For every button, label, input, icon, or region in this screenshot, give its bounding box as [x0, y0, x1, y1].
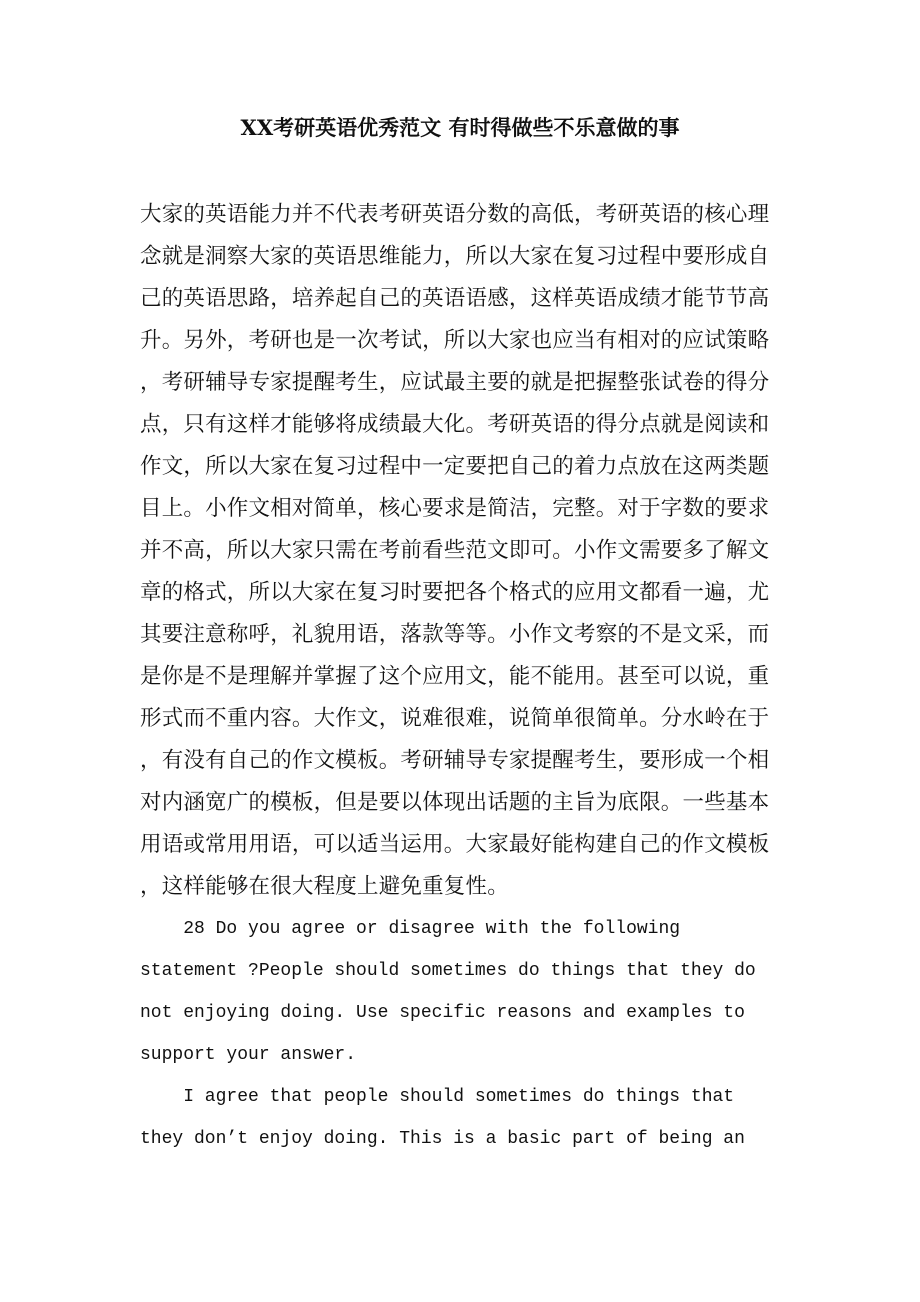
text-line: statement ?People should sometimes do things that they do	[140, 961, 756, 981]
text-line: 用语或常用用语，可以适当运用。大家最好能构建自己的作文模板	[140, 832, 770, 857]
text-line: ，这样能够在很大程度上避免重复性。	[140, 874, 509, 899]
question-paragraph	[140, 908, 780, 1076]
text-line: I agree that people should sometimes do things that	[140, 1087, 735, 1107]
text-line: 点，只有这样才能够将成绩最大化。考研英语的得分点就是阅读和	[140, 412, 770, 437]
text-line: 目上。小作文相对简单，核心要求是简洁，完整。对于字数的要求	[140, 496, 770, 521]
text-line: 是你是不是理解并掌握了这个应用文，能不能用。甚至可以说，重	[140, 664, 770, 689]
text-line: support your answer.	[140, 1045, 357, 1065]
text-line: 形式而不重内容。大作文，说难很难，说简单很简单。分水岭在于	[140, 706, 770, 731]
document-title: XX考研英语优秀范文 有时得做些不乐意做的事	[240, 115, 680, 140]
text-line: 对内涵宽广的模板，但是要以体现出话题的主旨为底限。一些基本	[140, 790, 770, 815]
text-line: 升。另外，考研也是一次考试，所以大家也应当有相对的应试策略	[140, 328, 770, 353]
text-line: 念就是洞察大家的英语思维能力，所以大家在复习过程中要形成自	[140, 244, 770, 269]
text-line: 并不高，所以大家只需在考前看些范文即可。小作文需要多了解文	[140, 538, 770, 563]
text-line: 章的格式，所以大家在复习时要把各个格式的应用文都看一遍，尤	[140, 580, 770, 605]
intro-paragraph	[140, 194, 780, 908]
text-line: they don’t enjoy doing. This is a basic part of being an	[140, 1129, 745, 1149]
text-line: 己的英语思路，培养起自己的英语语感，这样英语成绩才能节节高	[140, 286, 770, 311]
text-line: 作文，所以大家在复习过程中一定要把自己的着力点放在这两类题	[140, 454, 770, 479]
text-line: 大家的英语能力并不代表考研英语分数的高低，考研英语的核心理	[140, 202, 770, 227]
text-line: ，有没有自己的作文模板。考研辅导专家提醒考生，要形成一个相	[140, 748, 770, 773]
answer-paragraph	[140, 1076, 780, 1160]
document-body	[140, 194, 780, 1160]
text-line: ，考研辅导专家提醒考生，应试最主要的就是把握整张试卷的得分	[140, 370, 770, 395]
text-line: 28 Do you agree or disagree with the following	[140, 919, 681, 939]
text-line: not enjoying doing. Use specific reasons and examples to	[140, 1003, 745, 1023]
text-line: 其要注意称呼，礼貌用语，落款等等。小作文考察的不是文采，而	[140, 622, 770, 647]
